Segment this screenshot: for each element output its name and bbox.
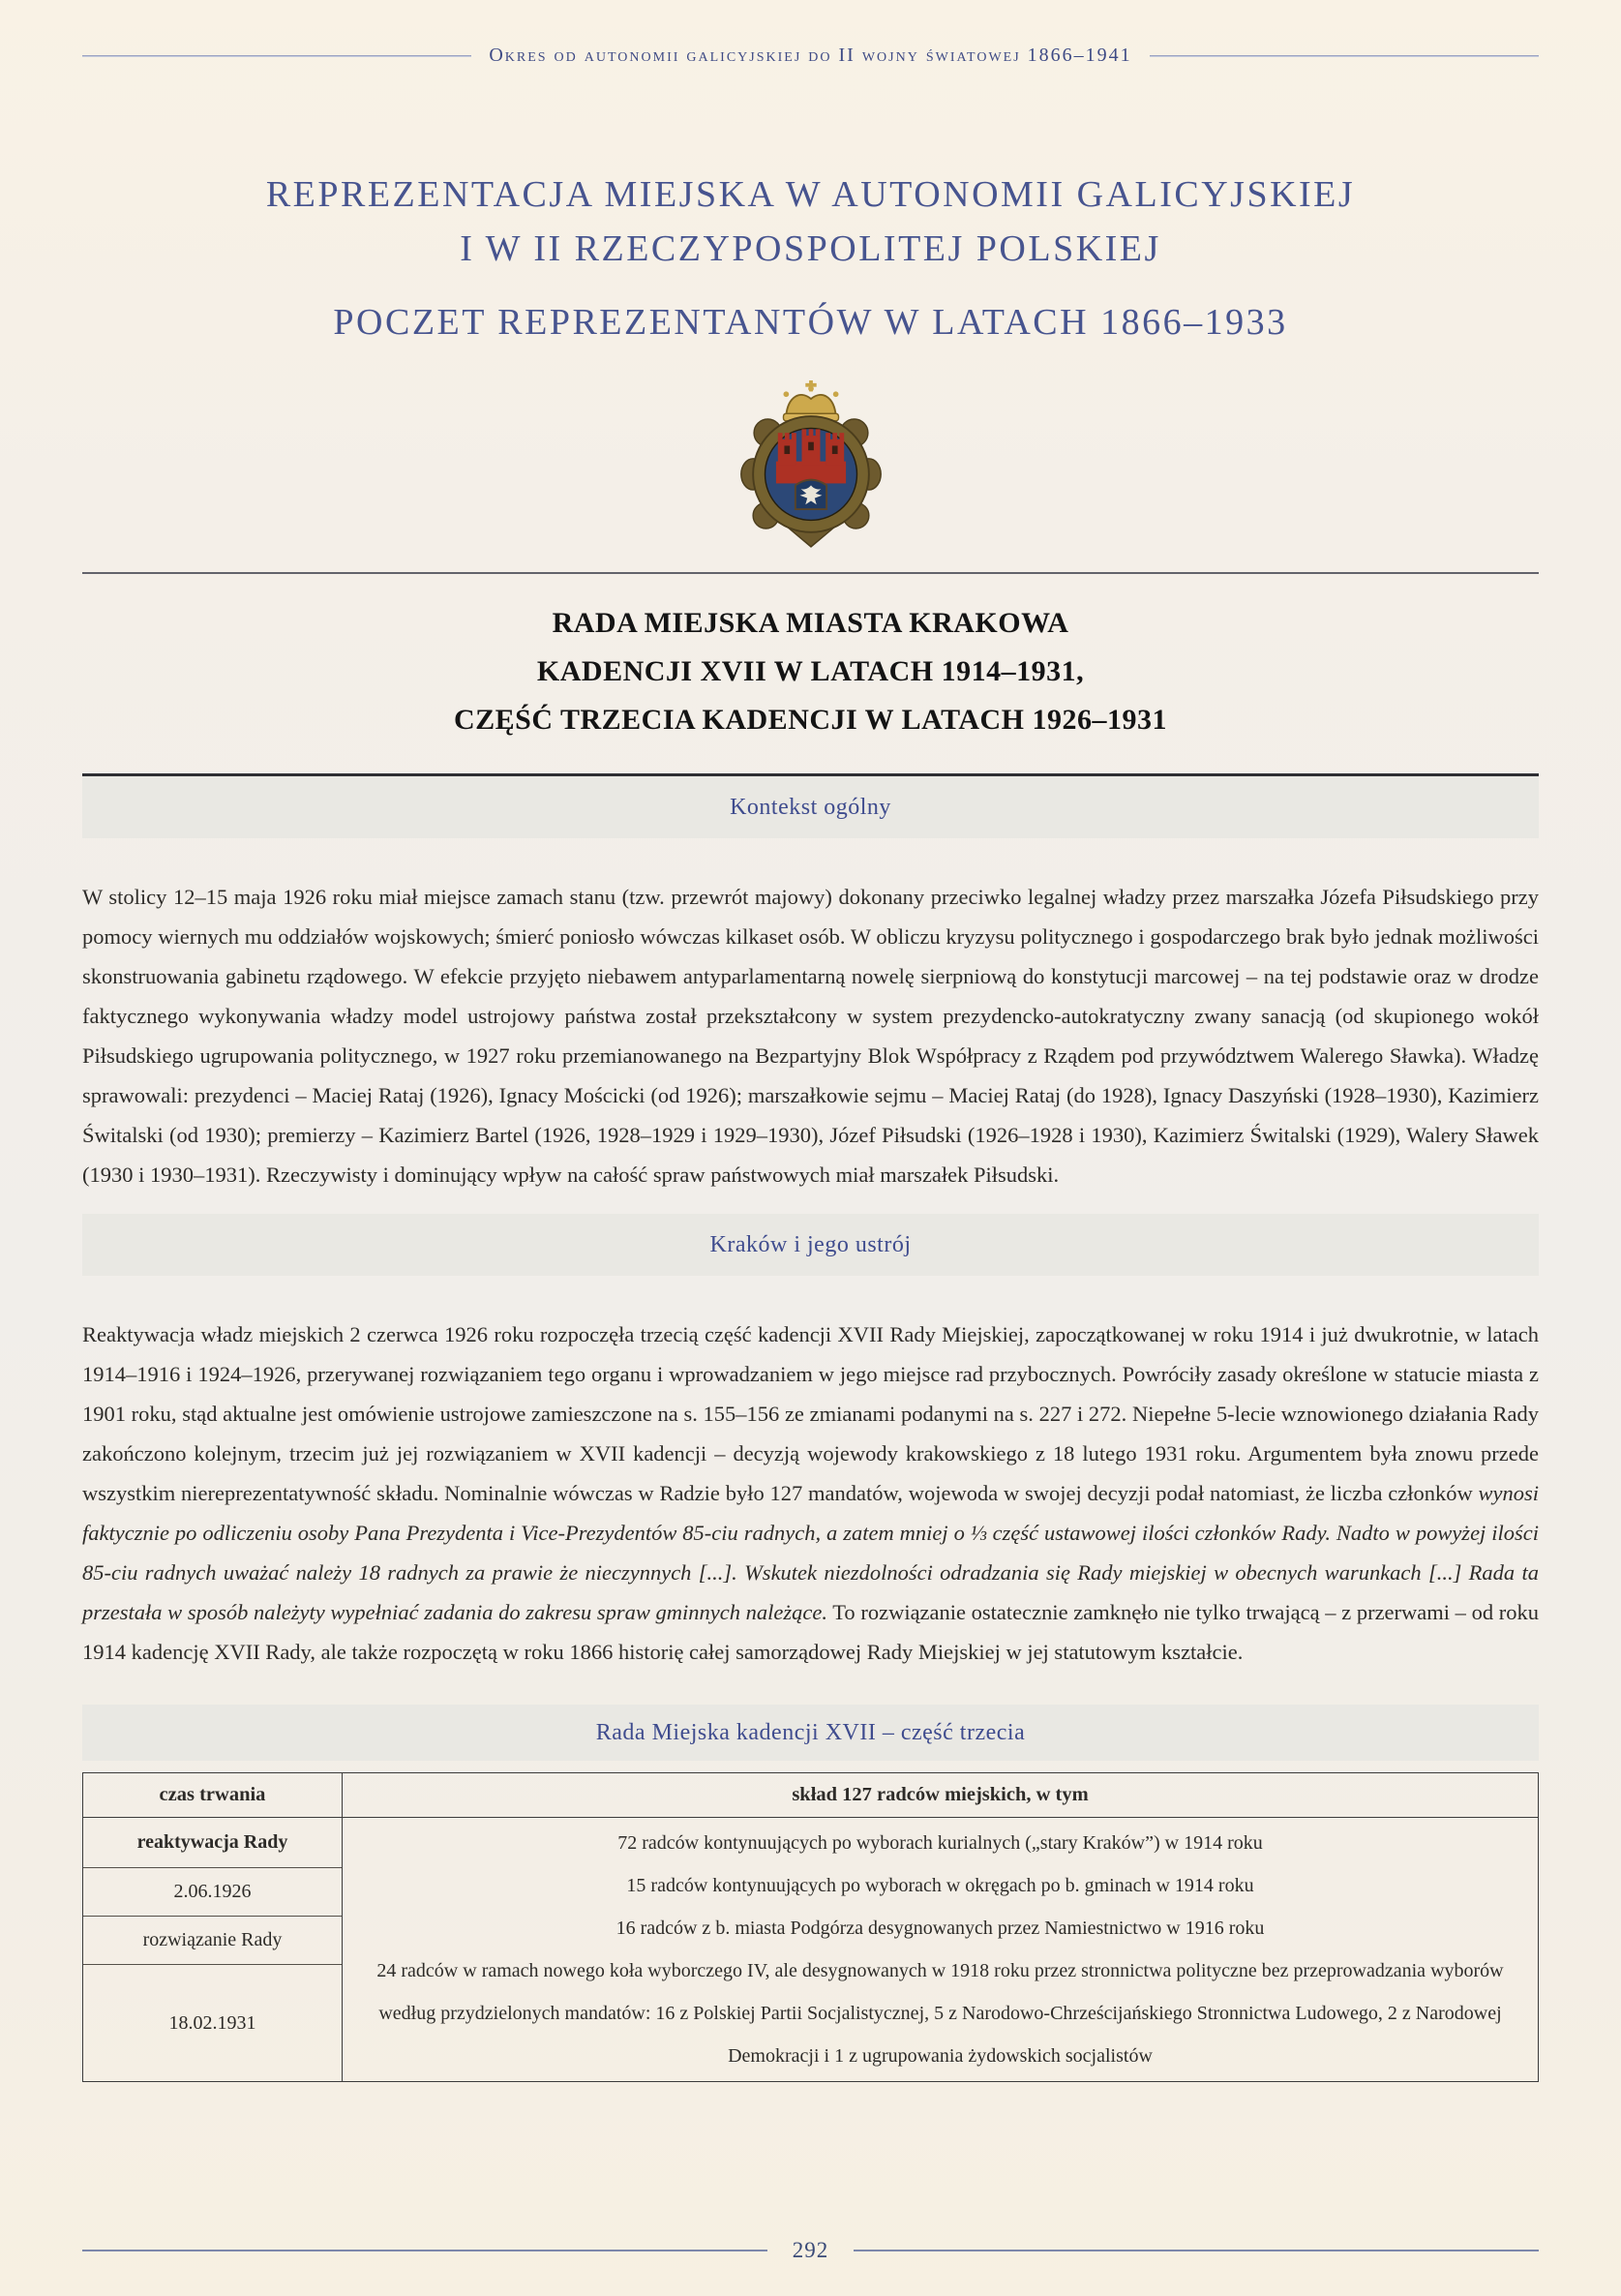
- section-header-text: Kraków i jego ustrój: [709, 1231, 912, 1257]
- table-entry-24-radcow: 24 radców w ramach nowego koła wyborczego IV, ale desygnowanych w 1918 roku przez stronnictwa polityczne bez przeprowadzania wyborów według przydzielonych mandatów: 16 z Polskiej Partii Socjalistycznej, 5 z Narodowo-Chrześcijańskiego Stronnictwa Ludowego, 2 z Narodowej Demokracji i 1 z ugrupowania żydowskich socjalistów: [376, 1960, 1504, 2067]
- part-title: [82, 167, 1539, 349]
- table-cell-reaktywacja: reaktywacja Rady: [83, 1818, 342, 1868]
- paragraph-krakow-ustroj: [82, 1314, 1539, 1672]
- table-entry-16-radcow: 16 radców z b. miasta Podgórza desygnowanych przez Namiestnictwo w 1916 roku: [615, 1918, 1265, 1939]
- chapter-heading-line-1: RADA MIEJSKA MIASTA KRAKOWA: [552, 607, 1069, 639]
- running-head: [82, 45, 1539, 67]
- table-caption: Rada Miejska kadencji XVII – część trzecia: [595, 1719, 1026, 1745]
- footer-rule-right: [854, 2250, 1539, 2251]
- table-sklad-entries: [343, 1818, 1538, 2081]
- running-head-text: Okres od autonomii galicyjskiej do II wojny światowej 1866–1941: [489, 45, 1132, 66]
- section-header-krakow-ustroj: [82, 1214, 1539, 1276]
- chapter-heading: [82, 599, 1539, 744]
- paragraph-segment-tail: To rozwiązanie ostatecznie zamknęło nie tylko trwającą – z przerwami – od roku 1914 kadencję XVII Rady, ale także rozpoczętą w roku 1866 historię całej samorządowej Rady Miejskiej w jej statutowym kształcie.: [82, 1600, 1539, 1664]
- table-header-sklad: skład 127 radców miejskich, w tym: [343, 1773, 1538, 1818]
- running-head-rule-left: [82, 55, 471, 57]
- part-title-line-2: I W II RZECZYPOSPOLITEJ POLSKIEJ: [460, 228, 1161, 269]
- table-column-czas-trwania: [83, 1773, 343, 2081]
- paragraph-segment-lead: Reaktywacja władz miejskich 2 czerwca 1926 roku rozpoczęła trzecią część kadencji XVII Rady Miejskiej, zapoczątkowanej w roku 1914 i już dwukrotnie, w latach 1914–1916 i 1924–1926, przerywanej rozwiązaniem tego organu i wprowadzaniem w jego miejsce rad przybocznych. Powróciły zasady określone w statucie miasta z 1901 roku, stąd aktualne jest omówienie ustrojowe zamieszczone na s. 155–156 ze zmianami podanymi na s. 227 i 272. Niepełne 5-lecie wznowionego działania Rady zakończono kolejnym, trzecim już jej rozwiązaniem w XVII kadencji – decyzją wojewody krakowskiego z 18 lutego 1931 roku. Argumentem była znowu przede wszystkim niereprezentatywność składu. Nominalnie wówczas w Radzie było 127 mandatów, wojewoda w swojej decyzji podał natomiast, że liczba członków: [82, 1322, 1539, 1505]
- krakow-coat-of-arms-icon: [737, 378, 885, 549]
- page-footer: [82, 2238, 1539, 2263]
- paragraph-kontekst-ogolny: W stolicy 12–15 maja 1926 roku miał miejsce zamach stanu (tzw. przewrót majowy) dokonany przeciwko legalnej władzy przez marszałka Józefa Piłsudskiego przy pomocy wiernych mu oddziałów wojskowych; śmierć poniosło wówczas kilkaset osób. W obliczu kryzysu politycznego i gospodarczego brak było jednak możliwości skonstruowania gabinetu rządowego. W efekcie przyjęto niebawem antyparlamentarną nowelę sierpniową do konstytucji marcowej – na tej podstawie oraz w drodze faktycznego wykonywania władzy model ustrojowy państwa został przekształcony w system prezydencko-autokratyczny zwany sanacją (od skupionego wokół Piłsudskiego ugrupowania politycznego, w 1927 roku przemianowanego na Bezpartyjny Blok Współpracy z Rządem pod przywództwem Walerego Sławka). Władzę sprawowali: prezydenci – Maciej Rataj (1926), Ignacy Mościcki (od 1926); marszałkowie sejmu – Maciej Rataj (do 1928), Ignacy Daszyński (1928–1930), Kazimierz Świtalski (od 1930); premierzy – Kazimierz Bartel (1926, 1928–1929 i 1929–1930), Józef Piłsudski (1926–1928 i 1930), Kazimierz Świtalski (1929), Walery Sławek (1930 i 1930–1931). Rzeczywisty i dominujący wpływ na całość spraw państwowych miał marszałek Piłsudski.: [82, 885, 1539, 1187]
- table-entry-15-radcow: 15 radców kontynuujących po wyborach w okręgach po b. gminach w 1914 roku: [626, 1875, 1254, 1896]
- table-entry-72-radcow: 72 radców kontynuujących po wyborach kurialnych („stary Kraków”) w 1914 roku: [617, 1832, 1263, 1854]
- table-header-czas-trwania: czas trwania: [83, 1773, 342, 1818]
- part-title-line-3: POCZET REPREZENTANTÓW W LATACH 1866–1933: [333, 302, 1288, 343]
- section-header-kontekst-ogolny: [82, 776, 1539, 838]
- chapter-heading-line-2: KADENCJI XVII W LATACH 1914–1931,: [536, 655, 1085, 687]
- council-table: [82, 1772, 1539, 2082]
- table-cell-data-reaktywacji: 2.06.1926: [83, 1868, 342, 1917]
- part-title-line-1: REPREZENTACJA MIEJSKA W AUTONOMII GALICYJSKIEJ: [265, 174, 1356, 215]
- crest-container: [82, 378, 1539, 549]
- table-cell-rozwiazanie: rozwiązanie Rady: [83, 1917, 342, 1965]
- paragraph-segment-quote-italic: wynosi faktycznie po odliczeniu osoby Pana Prezydenta i Vice-Prezydentów 85-ciu radnych, a zatem mniej o ⅓ część ustawowej ilości członków Rady. Nadto w powyżej ilości 85-ciu radnych uważać należy 18 radnych za prawie że nieczynnych [...]. Wskutek niezdolności odradzania się Rady miejskiej w obecnych warunkach [...] Rada ta przestała w sposób należyty wypełniać zadania do zakresu spraw gminnych należące.: [82, 1481, 1539, 1624]
- footer-rule-left: [82, 2250, 767, 2251]
- chapter-heading-line-3: CZĘŚĆ TRZECIA KADENCJI W LATACH 1926–1931: [453, 704, 1168, 736]
- page-number: 292: [792, 2238, 829, 2262]
- table-cell-data-rozwiazania: 18.02.1931: [168, 2011, 256, 2034]
- table-column-sklad: [343, 1773, 1538, 2081]
- divider-under-crest: [82, 572, 1539, 574]
- section-header-text: Kontekst ogólny: [730, 794, 891, 820]
- running-head-rule-right: [1150, 55, 1539, 57]
- table-caption-band: [82, 1705, 1539, 1761]
